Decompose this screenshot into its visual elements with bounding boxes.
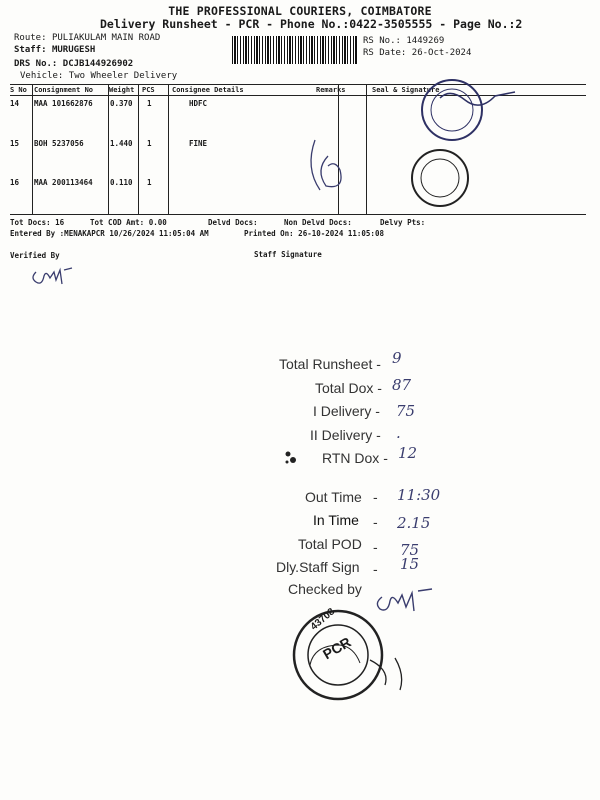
staff-line [14,45,95,55]
header-weight: Weight [109,86,135,94]
row-consignment: MAA 101662876 [34,99,93,108]
staff-label: Staff: [14,45,47,55]
header-pcs: PCS [142,86,155,94]
header-consignee: Consignee Details [172,86,244,94]
ii-delivery-label: II Delivery - [310,427,381,443]
header-sno: S No [10,86,27,94]
row-sno: 15 [10,139,20,148]
in-time-value: 2.15 [397,514,431,532]
total-pod-label: Total POD [298,536,362,552]
ii-delivery-value: . [396,424,401,442]
delvy-pts: Delvy Pts: [380,218,426,227]
staff-value: MURUGESH [51,45,96,55]
checked-by-label: Checked by [288,581,362,597]
verified-signature [28,262,88,290]
tot-cod: Tot COD Amt: 0.00 [90,218,167,227]
rs-no-line [363,36,444,46]
in-time-dash: - [373,514,378,530]
printed-on: Printed On: 26-10-2024 11:05:08 [244,229,384,238]
rtn-dox-value: 12 [398,444,418,462]
dly-staff-dash: - [373,561,378,577]
total-runsheet-value: 9 [392,349,402,367]
tot-docs: Tot Docs: 16 [10,218,65,227]
row-pcs: 1 [147,178,152,187]
remarks-scribble [311,140,341,190]
pcr-stamp-number: 43708 [308,606,338,633]
out-time-dash: - [373,489,378,505]
col-divider [108,84,109,214]
col-divider [32,84,33,214]
drs-label: DRS No.: [14,59,58,69]
pcr-stamp-text: PCR [319,633,354,663]
col-divider [168,84,169,214]
dly-staff-sign-label: Dly.Staff Sign [276,559,360,575]
runsheet-subtitle: Delivery Runsheet - PCR - Phone No.:0422-3505555 - Page No.:2 [100,17,523,31]
bank-seal-stamp [422,80,482,140]
row-consignment: BOH 5237056 [34,139,84,148]
staff-signature: Staff Signature [254,250,322,259]
rs-no-value: 1449269 [406,36,445,46]
table-stamps [300,78,590,218]
row-consignment: MAA 200113464 [34,178,93,187]
out-time-label: Out Time [305,489,362,505]
header-seal: Seal & Signature [372,86,440,94]
row-pcs: 1 [147,99,152,108]
row-sno: 14 [10,99,20,108]
rs-date-label: RS Date: [363,48,407,58]
vehicle-value: Two Wheeler Delivery [68,71,178,81]
drs-value: DCJB144926902 [62,59,134,69]
route-value: PULIAKULAM MAIN ROAD [51,33,161,43]
total-dox-label: Total Dox - [315,380,382,396]
col-divider [138,84,139,214]
i-delivery-label: I Delivery - [313,403,380,419]
header-consignment: Consignment No [34,86,94,94]
row-consignee: HDFC [189,99,208,108]
row-sno: 16 [10,178,20,187]
rs-date-value: 26-Oct-2024 [411,48,472,58]
row-weight: 1.440 [110,139,133,148]
ink-blot [282,448,300,468]
in-time-label: In Time [313,512,359,528]
header-remarks: Remarks [316,86,346,94]
dly-staff-sign-value: 15 [400,555,420,573]
total-pod-dash: - [373,539,378,555]
total-runsheet-label: Total Runsheet - [279,356,381,372]
row-consignee: FINE [189,139,208,148]
out-time-value: 11:30 [397,486,441,504]
total-dox-value: 87 [392,376,412,394]
company-title: THE PROFESSIONAL COURIERS, COIMBATORE [168,4,432,18]
drs-line [14,59,133,69]
verified-by: Verified By [10,251,60,260]
route-label: Route: [14,33,47,43]
entered-by: Entered By :MENAKAPCR 10/26/2024 11:05:04 AM [10,229,209,238]
route-line [14,33,160,43]
fine-seal-stamp [412,150,468,206]
non-delvd-docs: Non Delvd Docs: [284,218,352,227]
vehicle-line [20,71,177,81]
vehicle-label: Vehicle: [20,71,64,81]
rs-no-label: RS No.: [363,36,401,46]
rtn-dox-label: RTN Dox - [322,450,388,466]
row-pcs: 1 [147,139,152,148]
row-weight: 0.370 [110,99,133,108]
total-pod-value: 75 [400,541,420,559]
stamp-scribble [330,650,430,700]
rs-date-line [363,48,471,58]
delvd-docs: Delvd Docs: [208,218,258,227]
row-weight: 0.110 [110,178,133,187]
i-delivery-value: 75 [396,402,416,420]
barcode [232,36,358,64]
